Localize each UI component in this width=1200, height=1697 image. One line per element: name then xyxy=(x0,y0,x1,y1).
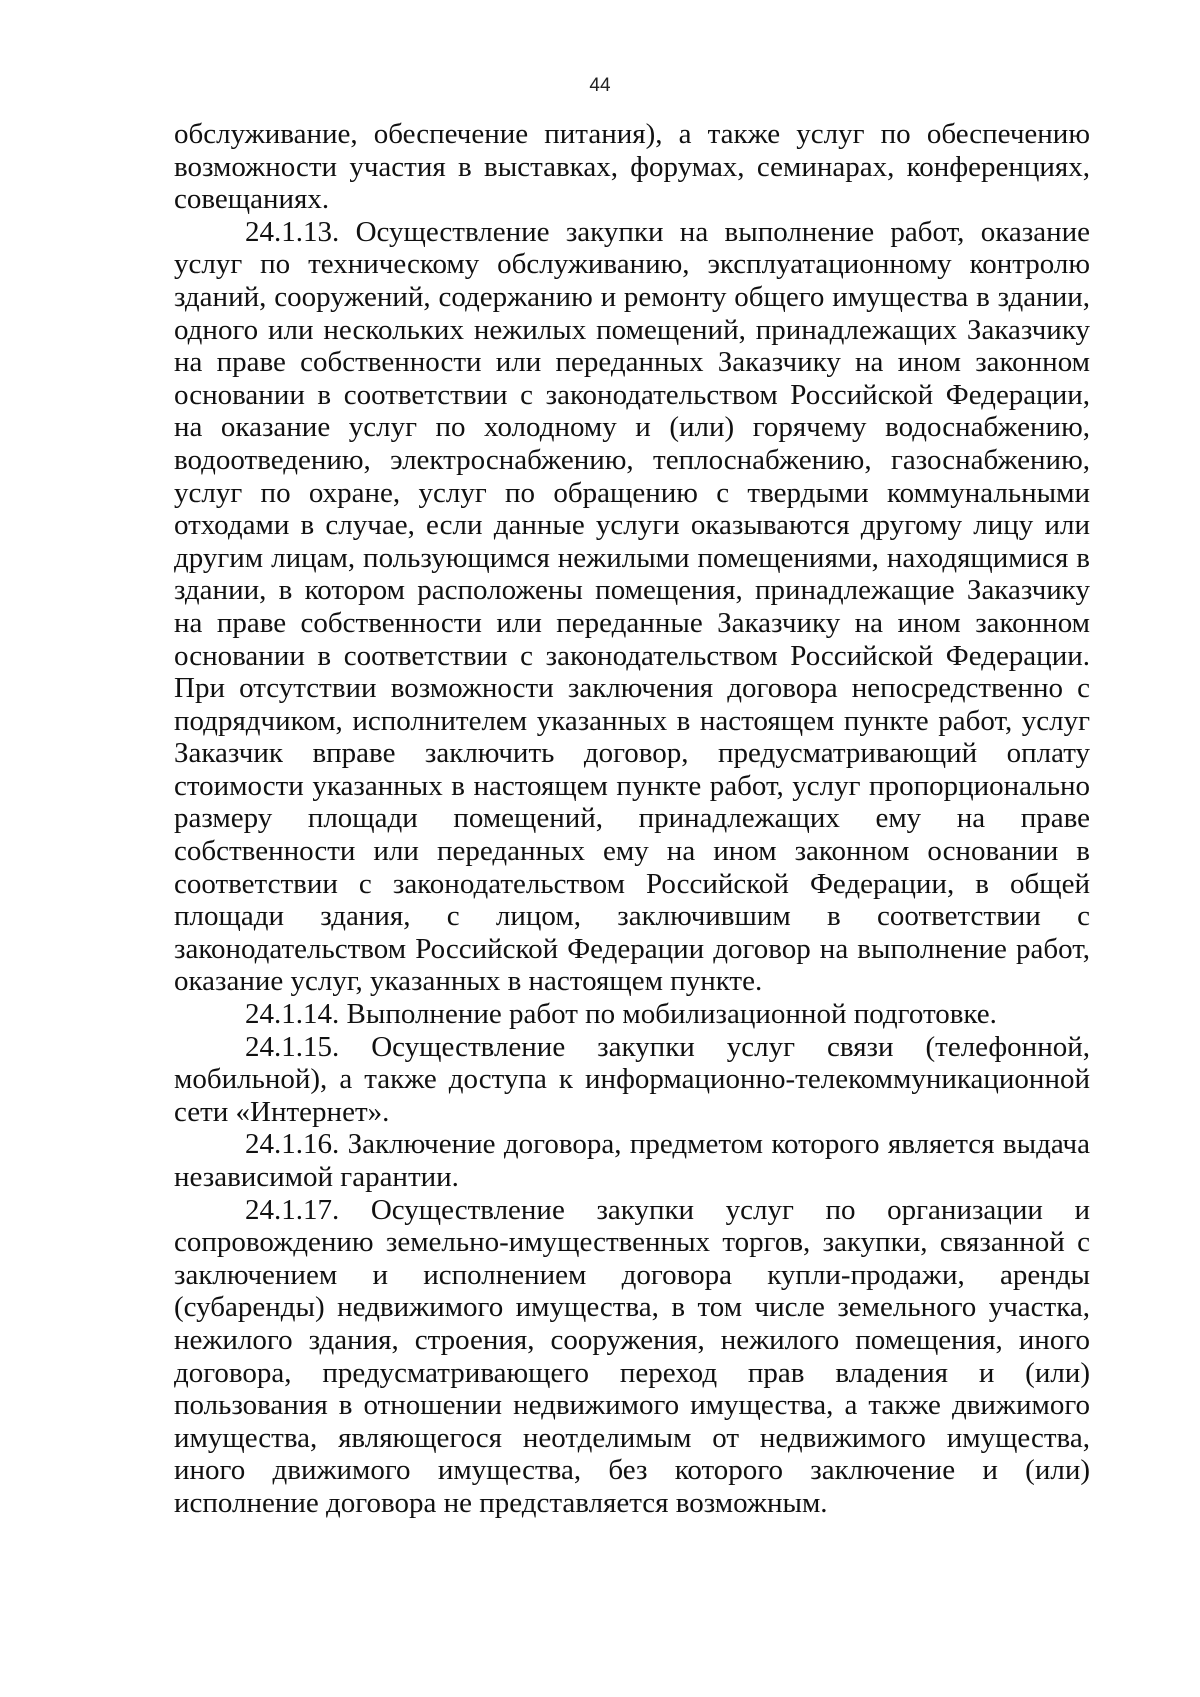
page-number: 44 xyxy=(589,75,611,96)
paragraph-24-1-17: 24.1.17. Осуществление закупки услуг по организации и сопровождению земельно-имущественных торгов, закупки, связанной с заключением и исполнением договора купли-продажи, аренды (субаренды) недвижимого имущества, в том числе земельного участка, нежилого здания, строения, сооружения, нежилого помещения, иного договора, предусматривающего переход прав владения и (или) пользования в отношении недвижимого имущества, а также движимого имущества, являющегося неотделимым от недвижимого имущества, иного движимого имущества, без которого заключение и (или) исполнение договора не представляется возможным. xyxy=(174,1193,1090,1519)
paragraph-24-1-14: 24.1.14. Выполнение работ по мобилизационной подготовке. xyxy=(245,998,997,1031)
paragraph-continuation: обслуживание, обеспечение питания), а также услуг по обеспечению возможности участия в выставках, форумах, семинарах, конференциях, совещаниях. xyxy=(174,118,1090,216)
paragraph-24-1-13: 24.1.13. Осуществление закупки на выполнение работ, оказание услуг по техническому обслуживанию, эксплуатационному контролю зданий, сооружений, содержанию и ремонту общего имущества в здании, одного или нескольких нежилых помещений, принадлежащих Заказчику на праве собственности или переданных Заказчику на ином законном основании в соответствии с законодательством Российской Федерации, на оказание услуг по холодному и (или) горячему водоснабжению, водоотведению, электроснабжению, теплоснабжению, газоснабжению, услуг по охране, услуг по обращению с твердыми коммунальными отходами в случае, если данные услуги оказываются другому лицу или другим лицам, пользующимся нежилыми помещениями, находящимися в здании, в котором расположены помещения, принадлежащие Заказчику на праве собственности или переданные Заказчику на ином законном основании в соответствии с законодательством Российской Федерации. При отсутствии возможности заключения договора непосредственно с подрядчиком, исполнителем указанных в настоящем пункте работ, услуг Заказчик вправе заключить договор, предусматривающий оплату стоимости указанных в настоящем пункте работ, услуг пропорционально размеру площади помещений, принадлежащих ему на праве собственности или переданных ему на ином законном основании в соответствии с законодательством Российской Федерации, в общей площади здания, с лицом, заключившим в соответствии с законодательством Российской Федерации договор на выполнение работ, оказание услуг, указанных в настоящем пункте. xyxy=(174,215,1090,998)
document-body xyxy=(174,118,1090,1520)
paragraph-24-1-15: 24.1.15. Осуществление закупки услуг связи (телефонной, мобильной), а также доступа к информационно-телекоммуникационной сети «Интернет». xyxy=(174,1030,1090,1128)
paragraph-24-1-16: 24.1.16. Заключение договора, предметом которого является выдача независимой гарантии. xyxy=(174,1128,1090,1193)
